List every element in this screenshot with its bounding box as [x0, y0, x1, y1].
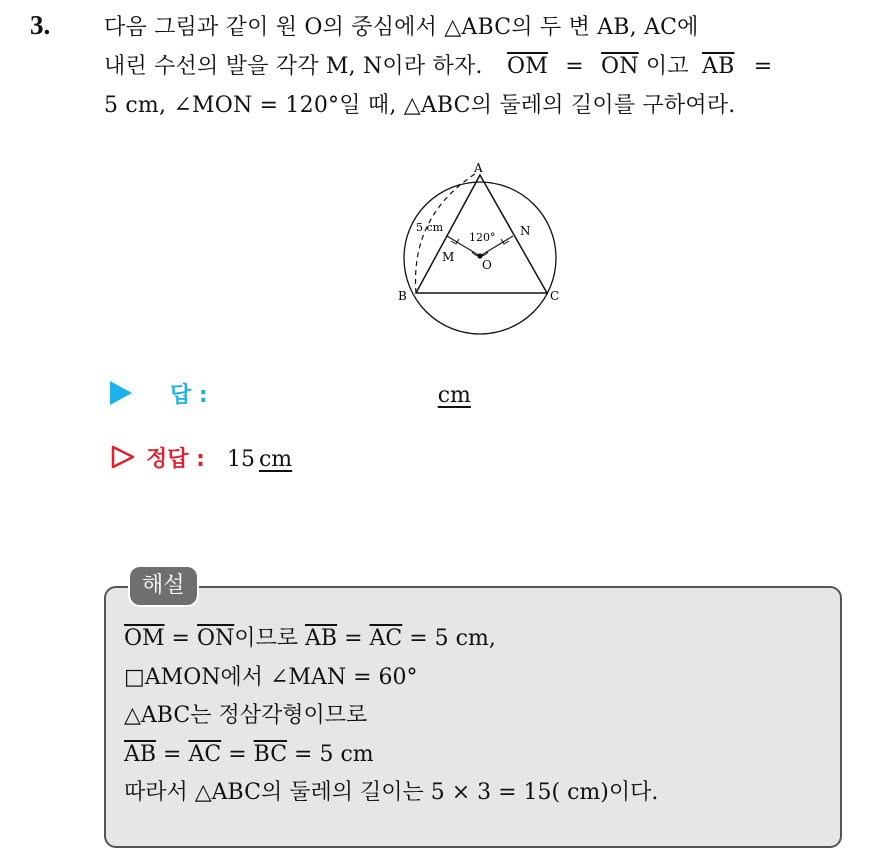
solution-line-2: □AMON에서 ∠MAN = 60°	[124, 664, 418, 690]
solution-line-3: △ABC는 정삼각형이므로	[124, 703, 368, 728]
geometry-figure	[390, 155, 570, 335]
answer-row	[110, 378, 471, 409]
outline-play-icon	[110, 444, 136, 476]
segment-on: $\overline{ON}$	[601, 54, 639, 79]
solution-line-1: $\overline{OM} = \overline{ON}$이므로 $\overline{AB} = \overline{AC} = 5$ cm,	[124, 626, 496, 651]
label-a: A	[474, 161, 483, 175]
question-line-1: 다음 그림과 같이 원 O의 중심에서 △ABC의 두 변 AB, AC에	[104, 15, 699, 40]
label-length: 5 cm	[416, 221, 444, 234]
answer-unit: cm	[437, 383, 471, 408]
question-text	[104, 8, 874, 125]
question-number: 3.	[30, 10, 51, 40]
segment-ab: $\overline{AB}$	[702, 54, 735, 79]
segment-om: $\overline{OM}$	[507, 54, 548, 79]
label-b: B	[398, 289, 407, 303]
correct-value: 15	[226, 447, 255, 472]
question-line-3: 5 cm, ∠MON = 120°일 때, △ABC의 둘레의 길이를 구하여라.	[104, 93, 736, 118]
answer-label: 답 :	[170, 383, 208, 408]
correct-label: 정답 :	[146, 447, 205, 472]
label-n: N	[520, 224, 531, 238]
solution-line-4: $\overline{AB} = \overline{AC} = \overline{BC} = 5$ cm	[124, 741, 374, 767]
label-m: M	[442, 250, 455, 264]
correct-row	[110, 440, 292, 473]
label-o: O	[482, 258, 492, 272]
label-angle: 120°	[469, 231, 496, 244]
play-icon	[110, 381, 132, 405]
question-line-2: 내린 수선의 발을 각각 M, N이라 하자. $\overline{OM} = \overline{ON}$ 이고 $\overline{AB}$ =	[104, 54, 773, 79]
solution-tag: 해설	[128, 565, 199, 607]
label-c: C	[550, 289, 560, 303]
correct-unit: cm	[258, 447, 293, 472]
solution-line-5: 따라서 △ABC의 둘레의 길이는 5 × 3 = 15( cm)이다.	[124, 780, 659, 805]
solution-text	[124, 620, 658, 813]
